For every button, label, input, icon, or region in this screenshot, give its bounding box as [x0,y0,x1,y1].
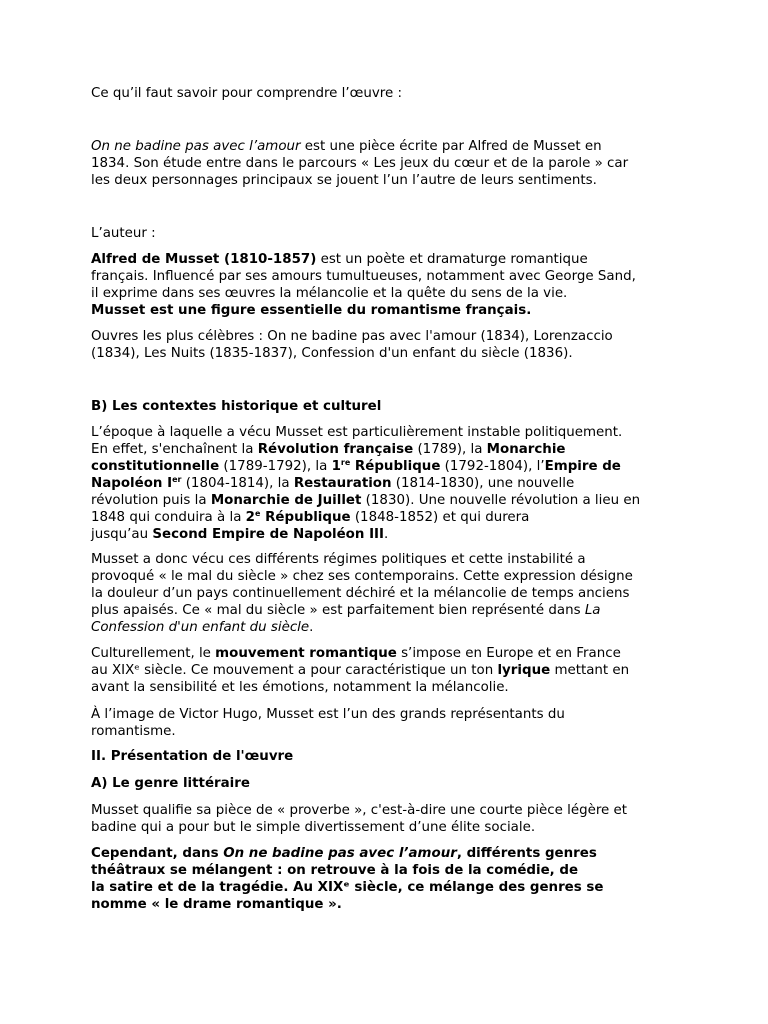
section-ii-heading: II. Présentation de l'œuvre [91,749,294,764]
author-heading: L’auteur : [91,226,156,241]
section-b-heading: B) Les contextes historique et culturel [91,399,382,414]
genre-heading: A) Le genre littéraire [91,776,250,791]
culture-paragraph: Culturellement, le mouvement romantique s’impose en Europe et en France au XIXᵉ siècle. Ce mouvement a pour caractéristique un ton lyrique mettant en avant la sensibilité et les émotions, notamment la mélancolie. [91,646,630,695]
genre-paragraph: Musset qualifie sa pièce de « proverbe », c'est-à-dire une courte pièce légère et badine qui a pour but le simple divertissement d’une élite sociale. [91,803,628,835]
intro-heading: Ce qu’il faut savoir pour comprendre l’œuvre : [91,86,402,101]
works-paragraph: Ouvres les plus célèbres : On ne badine pas avec l'amour (1834), Lorenzaccio (1834), Les Nuits (1835-1837), Confession d'un enfant du siècle (1836). [91,329,613,361]
author-name: Alfred de Musset (1810-1857) [91,252,317,267]
drame-paragraph: Cependant, dans On ne badine pas avec l’amour, différents genres théâtraux se mélangent : on retrouve à la fois de la comédie, de la satire et de la tragédie. Au XIXᵉ siècle, ce mélange des genres se nomme « le drame romantique ». [91,846,604,912]
hugo-paragraph: À l’image de Victor Hugo, Musset est l’un des grands représentants du romantisme. [91,707,565,739]
play-title: On ne badine pas avec l’amour [91,139,301,154]
history-paragraph: L’époque à laquelle a vécu Musset est particulièrement instable politiquement. En effet, s'enchaînent la Révolution française (1789), la Monarchie constitutionnelle (1789-1792), la 1re République (1792-1804), l’Empire de Napoléon Ier (1804-1814), la Restauration (1814-1830), une nouvelle révolution puis la Monarchie de Juillet (1830). Une nouvelle révolution a lieu en 1848 qui conduira à la 2e République (1848-1852) et qui durera jusqu’au Second Empire de Napoléon III. [91,425,641,542]
mal-du-siecle-paragraph: Musset a donc vécu ces différents régimes politiques et cette instabilité a provoqué « le mal du siècle » chez ses contemporains. Cette expression désigne la douleur d’un pays continuellement déchiré et la mélancolie de temps anciens plus apaisés. Ce « mal du siècle » est parfaitement bien représenté dans La Confession d'un enfant du siècle. [91,552,633,635]
intro-paragraph: On ne badine pas avec l’amour est une pièce écrite par Alfred de Musset en 1834. Son étude entre dans le parcours « Les jeux du cœur et de la parole » car les deux personnages principaux se jouent l’un l’autre de leurs sentiments. [91,139,629,188]
author-paragraph: Alfred de Musset (1810-1857) est un poète et dramaturge romantique français. Influencé par ses amours tumultueuses, notamment avec George Sand, il exprime dans ses œuvres la mélancolie et la quête du sens de la vie. Musset est une figure essentielle du romantisme français. [91,252,636,318]
